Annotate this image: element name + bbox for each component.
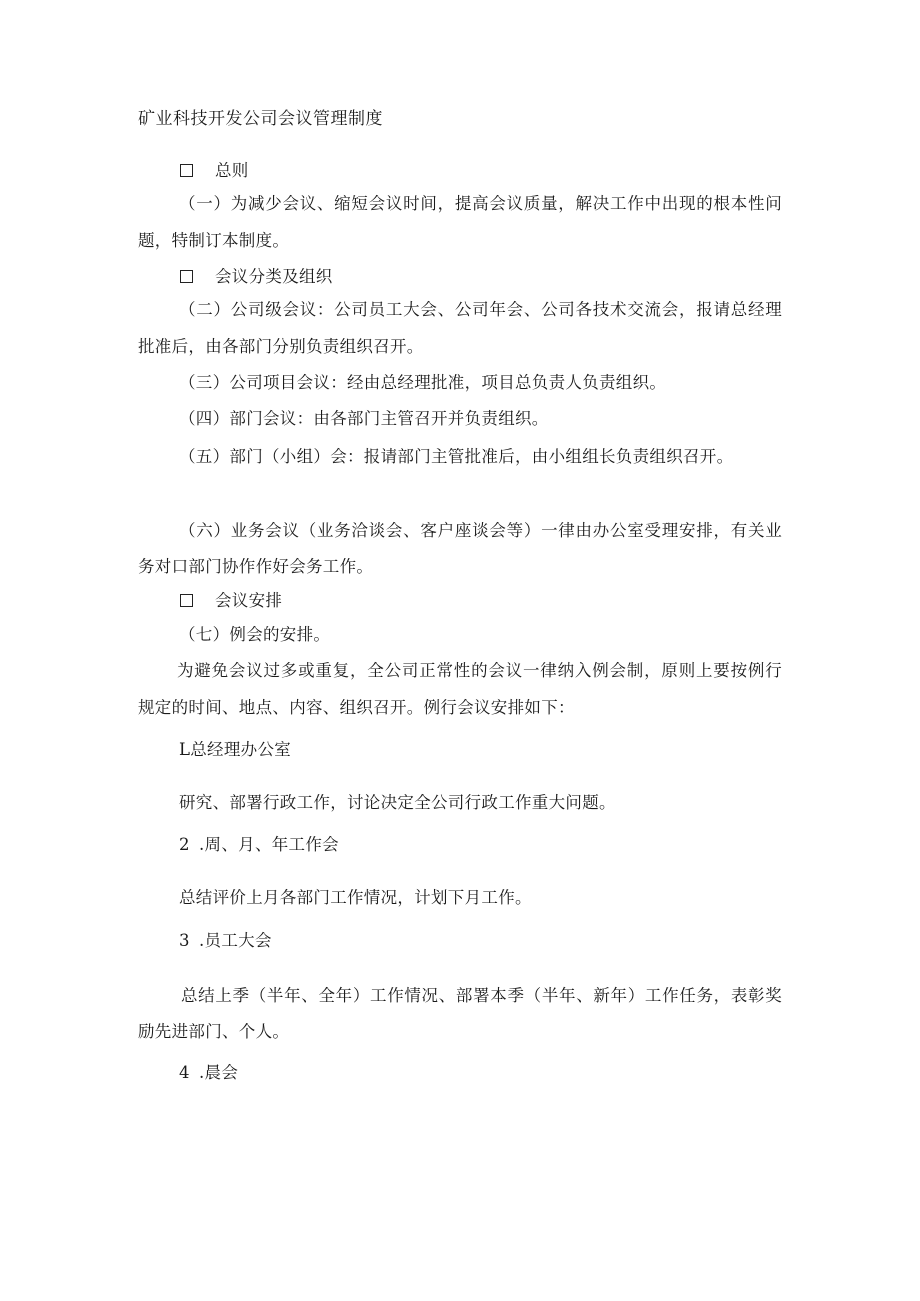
paragraph-8-line-1: 为避免会议过多或重复，全公司正常性的会议一律纳入例会制，原则上要按例行 xyxy=(177,661,782,680)
section-heading-text: 总则 xyxy=(215,161,249,180)
checkbox-square-icon xyxy=(180,594,193,607)
document-title: 矿业科技开发公司会议管理制度 xyxy=(138,109,383,129)
section-heading-text: 会议安排 xyxy=(215,591,283,610)
list-item-3-description-line-1: 总结上季（半年、全年）工作情况、部署本季（半年、新年）工作任务，表彰奖 xyxy=(181,986,782,1005)
paragraph-3: （三）公司项目会议：经由总经理批准，项目总负责人负责组织。 xyxy=(179,373,667,392)
paragraph-1-line-1: （一）为减少会议、缩短会议时间，提高会议质量，解决工作中出现的根本性问 xyxy=(179,194,782,213)
section-heading-arrangement xyxy=(180,590,282,612)
checkbox-square-icon xyxy=(180,270,193,283)
list-item-text: .晨会 xyxy=(199,1063,239,1082)
list-item-1-description: 研究、部署行政工作，讨论决定全公司行政工作重大问题。 xyxy=(179,793,616,812)
paragraph-5: （五）部门（小组）会：报请部门主管批准后，由小组组长负责组织召开。 xyxy=(179,447,734,466)
paragraph-6-line-2: 务对口部门协作作好会务工作。 xyxy=(138,557,374,576)
paragraph-7: （七）例会的安排。 xyxy=(179,625,331,644)
list-item-number: 2 xyxy=(179,835,190,854)
list-item-number: 4 xyxy=(179,1063,190,1082)
section-heading-classification xyxy=(180,266,333,288)
paragraph-8-line-2: 规定的时间、地点、内容、组织召开。例行会议安排如下： xyxy=(138,698,575,717)
list-item-number: 3 xyxy=(179,931,190,950)
list-item-text: .周、月、年工作会 xyxy=(199,835,339,854)
list-item-3-description-line-2: 励先进部门、个人。 xyxy=(138,1022,290,1041)
list-item-2-label xyxy=(179,834,339,856)
section-heading-general xyxy=(180,160,249,182)
paragraph-2-line-1: （二）公司级会议：公司员工大会、公司年会、公司各技术交流会，报请总经理 xyxy=(179,300,782,319)
paragraph-1-line-2: 题，特制订本制度。 xyxy=(138,231,290,250)
section-heading-text: 会议分类及组织 xyxy=(215,267,333,286)
list-item-text: .员工大会 xyxy=(199,931,272,950)
list-item-4-label xyxy=(179,1062,238,1084)
paragraph-2-line-2: 批准后，由各部门分别负责组织召开。 xyxy=(138,337,424,356)
list-item-2-description: 总结评价上月各部门工作情况，计划下月工作。 xyxy=(179,888,532,907)
paragraph-6-line-1: （六）业务会议（业务洽谈会、客户座谈会等）一律由办公室受理安排，有关业 xyxy=(179,521,782,540)
checkbox-square-icon xyxy=(180,164,193,177)
paragraph-4: （四）部门会议：由各部门主管召开并负责组织。 xyxy=(179,409,549,428)
list-item-3-label xyxy=(179,930,272,952)
list-item-1-label: L总经理办公室 xyxy=(179,740,292,759)
